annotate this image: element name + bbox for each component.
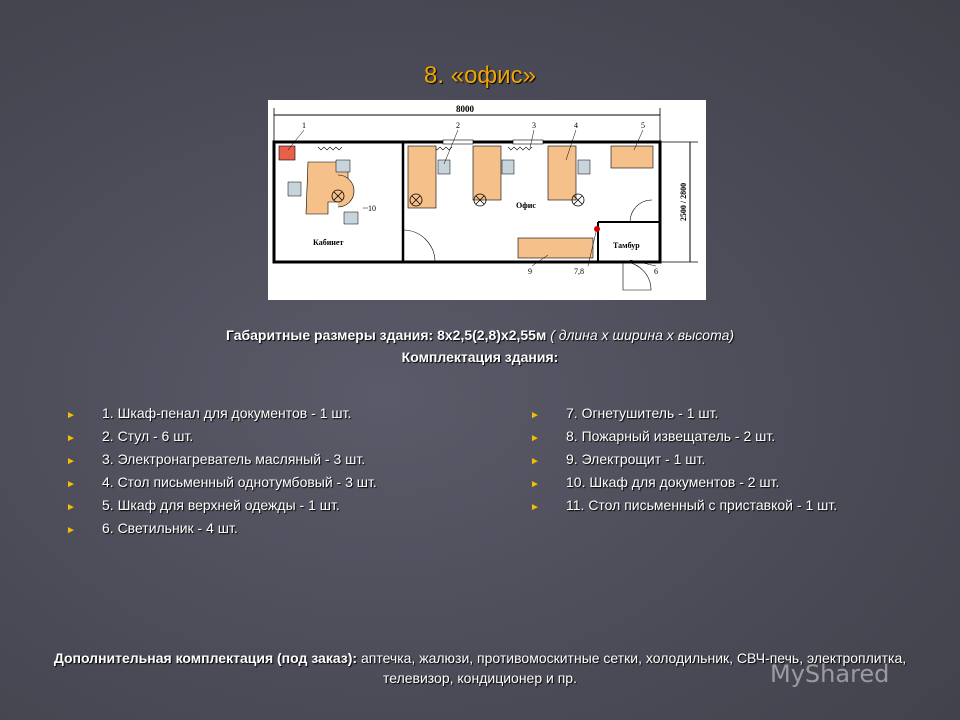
chair [336, 160, 350, 172]
window [443, 140, 473, 144]
bullet-icon: ► [66, 479, 76, 490]
heater [508, 147, 532, 150]
callout-1: 1 [302, 121, 306, 130]
dimensions-label: Габаритные размеры здания: 8х2,5(2,8)х2,55м [225, 327, 547, 343]
heater [318, 147, 342, 150]
callout-5: 5 [641, 121, 645, 130]
list-item: ► 4. Стол письменный однотумбовый - 3 шт. [66, 471, 377, 494]
list-item: ► 3. Электронагреватель масляный - 3 шт. [66, 448, 377, 471]
chair [502, 160, 514, 174]
room-label-office: Офис [516, 201, 536, 210]
list-item: ► 2. Стул - 6 шт. [66, 425, 377, 448]
list-item: ► 1. Шкаф-пенал для документов - 1 шт. [66, 402, 377, 425]
window [513, 140, 543, 144]
equipment-list-right [530, 402, 837, 517]
bullet-icon: ► [66, 456, 76, 467]
entrance-door [623, 262, 651, 290]
callout-10: 10 [368, 204, 376, 213]
document-cabinet [279, 146, 295, 160]
dimension-length-text: 8000 [456, 104, 474, 114]
door-swing [630, 200, 652, 222]
list-item: ► 10. Шкаф для документов - 2 шт. [530, 471, 837, 494]
list-item: ► 8. Пожарный извещатель - 2 шт. [530, 425, 837, 448]
bullet-icon: ► [530, 502, 540, 513]
watermark-logo: MyShared [770, 660, 890, 688]
chair [578, 160, 590, 174]
equipment-list-left [66, 402, 377, 540]
bullet-icon: ► [66, 525, 76, 536]
chair [344, 212, 358, 224]
list-item: ► 9. Электрощит - 1 шт. [530, 448, 837, 471]
desk [473, 146, 501, 200]
room-label-vestibule: Тамбур [613, 241, 640, 250]
additional-text: аптечка, жалюзи, противомоскитные сетки, холодильник, СВЧ-печь, электроплитка, телевизор, кондиционер и пр. [360, 650, 907, 686]
bullet-icon: ► [66, 410, 76, 421]
callout-9: 9 [528, 267, 532, 276]
document-cabinet [518, 238, 593, 258]
bullet-icon: ► [530, 479, 540, 490]
bullet-icon: ► [66, 433, 76, 444]
bullet-icon: ► [66, 502, 76, 513]
additional-label: Дополнительная комплектация (под заказ): [53, 650, 358, 666]
desk [548, 146, 576, 200]
wardrobe [611, 146, 653, 168]
kit-heading: Комплектация здания: [401, 349, 559, 365]
bullet-icon: ► [530, 456, 540, 467]
room-label-cabinet: Кабинет [313, 238, 344, 247]
building-dimensions [0, 324, 960, 368]
callout-6: 6 [654, 267, 658, 276]
chair [438, 160, 450, 174]
callout-4: 4 [574, 121, 578, 130]
bullet-icon: ► [530, 410, 540, 421]
list-item: ► 7. Огнетушитель - 1 шт. [530, 402, 837, 425]
callout-7-8: 7,8 [574, 267, 584, 276]
floor-plan [268, 100, 706, 300]
chair [288, 182, 301, 196]
callout-3: 3 [532, 121, 536, 130]
door-swing [403, 230, 435, 262]
callout-2: 2 [456, 121, 460, 130]
dimension-width-text: 2500 / 2800 [679, 182, 688, 222]
slide-title: 8. «офис» [424, 62, 536, 89]
list-item: ► 6. Светильник - 4 шт. [66, 517, 377, 540]
dimensions-note: ( длина х ширина х высота) [550, 327, 735, 343]
list-item: ► 11. Стол письменный с приставкой - 1 шт. [530, 494, 837, 517]
bullet-icon: ► [530, 433, 540, 444]
fire-extinguisher [594, 226, 600, 232]
floor-plan-drawing [268, 100, 706, 300]
list-item: ► 5. Шкаф для верхней одежды - 1 шт. [66, 494, 377, 517]
